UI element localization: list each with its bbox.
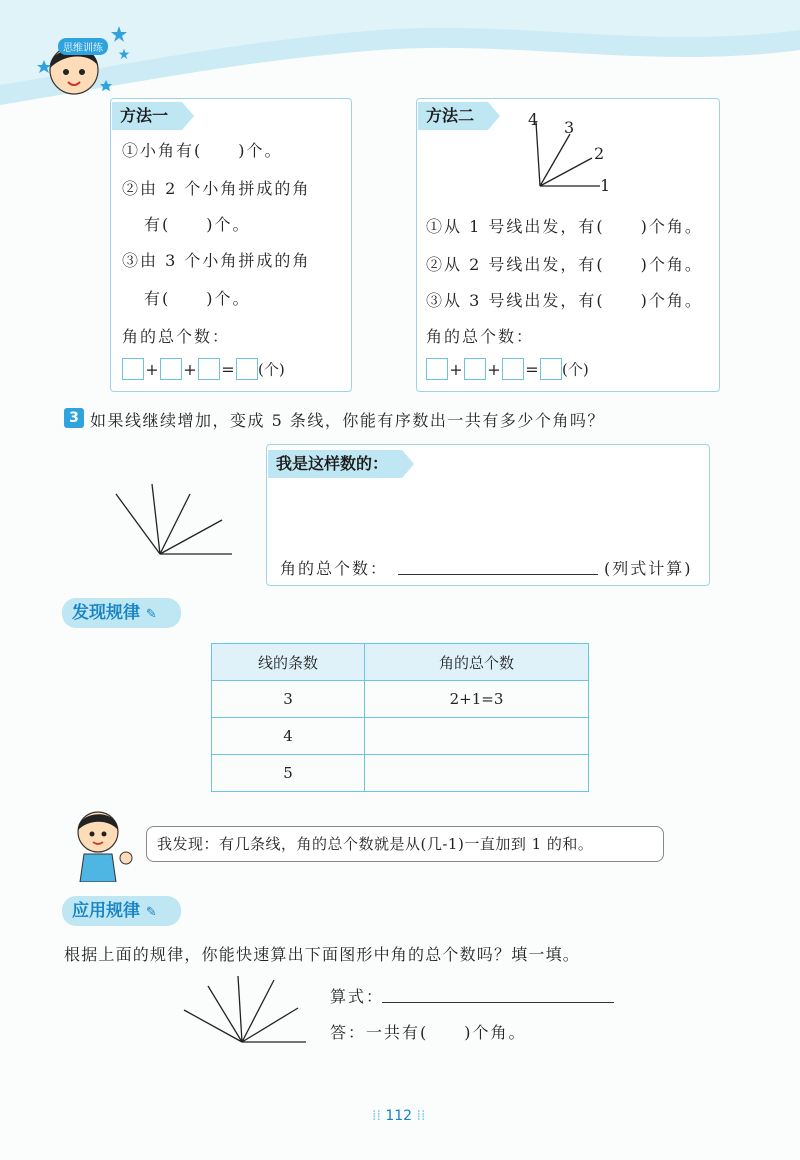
plus-sign: + — [449, 359, 463, 379]
apply-question: 根据上面的规律，你能快速算出下面图形中角的总个数吗？填一填。 — [64, 945, 581, 964]
table-cell: 4 — [212, 718, 365, 755]
answer-box[interactable] — [426, 358, 448, 380]
table-cell-answer[interactable] — [365, 755, 589, 792]
question-number-badge: 3 — [64, 408, 84, 428]
table-cell: 2+1=3 — [365, 681, 589, 718]
boy-thumbs-up-icon — [70, 806, 140, 882]
star-icon — [118, 48, 130, 60]
table-row — [212, 755, 589, 792]
question3-answer-blank[interactable] — [398, 574, 598, 575]
discover-title-text: 发现规律 — [72, 603, 140, 623]
table-cell: 5 — [212, 755, 365, 792]
table-cell: 3 — [212, 681, 365, 718]
apply-formula-label: 算式： — [330, 987, 385, 1006]
method1-formula — [122, 358, 285, 380]
table-cell-answer[interactable] — [365, 718, 589, 755]
page-deco-right-icon: ⁞⁞ — [412, 1108, 426, 1124]
method2-line-1: ①从 1 号线出发，有( )个角。 — [426, 217, 703, 236]
finding-text: 我发现：有几条线，角的总个数就是从(几-1)一直加到 1 的和。 — [157, 835, 594, 853]
equals-sign: = — [221, 359, 235, 379]
method2-tag: 方法二 — [418, 102, 488, 130]
method1-line-1: ①小角有( )个。 — [122, 141, 283, 160]
apply-section-title — [62, 896, 181, 926]
answer-box[interactable] — [502, 358, 524, 380]
answer-box[interactable] — [160, 358, 182, 380]
question3-total-label: 角的总个数： — [280, 559, 389, 578]
method1-tag: 方法一 — [112, 102, 182, 130]
plus-sign: + — [487, 359, 501, 379]
page-deco-left-icon: ⁞⁞ — [372, 1108, 386, 1124]
rule-table — [211, 643, 589, 792]
discover-section-title — [62, 598, 181, 628]
ray-label-4: 4 — [528, 110, 541, 129]
table-header: 角的总个数 — [365, 644, 589, 681]
unit-label: (个) — [562, 360, 589, 379]
five-rays-figure — [110, 480, 240, 560]
pencil-icon: ✎ — [145, 607, 157, 622]
page-number-text: 112 — [385, 1108, 413, 1124]
equals-sign: = — [525, 359, 539, 379]
finding-bubble — [146, 826, 664, 862]
answer-box[interactable] — [464, 358, 486, 380]
table-row — [212, 718, 589, 755]
method1-line-4: ③由 3 个小角拼成的角 — [122, 251, 311, 270]
method1-total-label: 角的总个数： — [122, 327, 231, 346]
method1-line-2: ②由 2 个小角拼成的角 — [122, 179, 311, 198]
apply-answer: 答：一共有( )个角。 — [330, 1023, 527, 1042]
question3-box-tag: 我是这样数的： — [268, 450, 402, 478]
method2-line-3: ③从 3 号线出发，有( )个角。 — [426, 291, 703, 310]
answer-box[interactable] — [198, 358, 220, 380]
table-row — [212, 681, 589, 718]
answer-box[interactable] — [236, 358, 258, 380]
star-icon — [110, 25, 128, 43]
method2-total-label: 角的总个数： — [426, 327, 535, 346]
page-number — [372, 1108, 425, 1124]
question3-text: 如果线继续增加，变成 5 条线，你能有序数出一共有多少个角吗？ — [90, 411, 605, 430]
ray-label-3: 3 — [564, 118, 577, 137]
six-rays-figure — [180, 972, 310, 1048]
apply-title-text: 应用规律 — [72, 901, 140, 921]
apply-formula-blank[interactable] — [382, 1002, 614, 1003]
method2-line-2: ②从 2 号线出发，有( )个角。 — [426, 255, 703, 274]
answer-box[interactable] — [540, 358, 562, 380]
plus-sign: + — [145, 359, 159, 379]
question3-hint: (列式计算) — [604, 559, 693, 578]
table-header: 线的条数 — [212, 644, 365, 681]
unit-label: (个) — [258, 360, 285, 379]
method1-line-3: 有( )个。 — [144, 215, 251, 234]
method1-line-5: 有( )个。 — [144, 289, 251, 308]
answer-box[interactable] — [122, 358, 144, 380]
pencil-icon: ✎ — [145, 905, 157, 920]
badge-label: 思维训练 — [58, 38, 108, 55]
method2-formula — [426, 358, 589, 380]
ray-label-1: 1 — [600, 176, 613, 195]
plus-sign: + — [183, 359, 197, 379]
ray-label-2: 2 — [594, 144, 607, 163]
